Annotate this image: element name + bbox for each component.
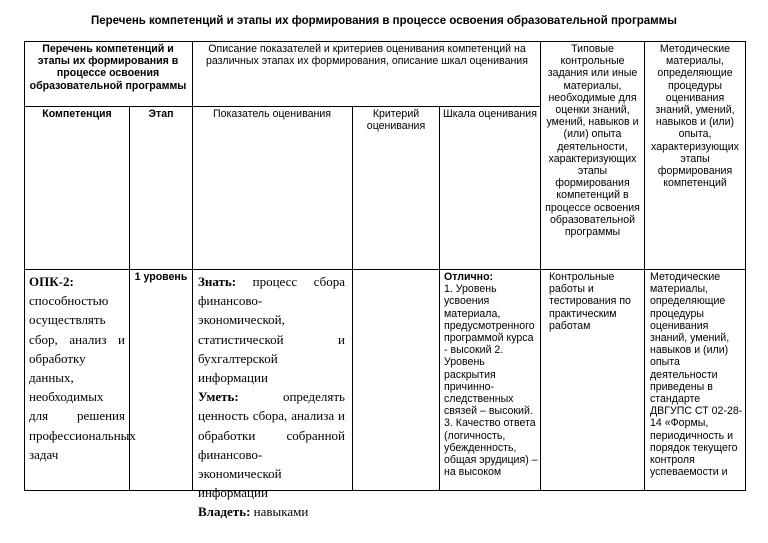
header-scale: Шкала оценивания [443,108,537,120]
know-text: процесс сбора финансово-экономической, статистической и бухгалтерской информации [198,274,345,386]
page-title: Перечень компетенций и этапы их формирования в процессе освоения образовательной программы [90,15,678,27]
own-text: навыками [253,504,309,520]
stage-cell: 1 уровень [134,271,188,283]
header-indicator: Показатель оценивания [213,108,331,120]
header-methodical-materials: Методические материалы, определяющие процедуры оценивания знаний, умений, навыков и (или) опыта, характеризующих этапы формирования компетенций [651,43,739,190]
competence-text: способностью осуществлять сбор, анализ и обработку данных, необходимых для решения профессиональных задач [29,293,136,462]
own-label: Владеть: [198,504,251,520]
scale-label: Отлично: [444,271,494,283]
header-typical-tasks: Типовые контрольные задания или иные материалы, необходимые для оценки знаний, умений, навыков и (или) опыта деятельности, характеризующих этапы формирования компетенций в процессе освоения образовательной программы [545,43,640,239]
methodical-materials-cell: Методические материалы, определяющие процедуры оценивания знаний, умений, навыков и (или) опыта деятельности приведены в стандарте ДВГУПС СТ 02-28-14 «Формы, периодичность и порядок текущего контроля успеваемости и [650,271,743,479]
indicator-cell [198,272,345,522]
header-stage: Этап [148,108,174,120]
can-text: определять ценность сбора, анализа и обработки собранной финансово-экономической информации [198,389,345,501]
scale-cell [444,271,538,478]
know-label: Знать: [198,274,237,289]
competence-code: ОПК-2: [29,274,74,289]
typical-tasks-cell: Контрольные работы и тестирования по практическим работам [549,271,631,332]
scale-text: 1. Уровень усвоения материала, предусмотренного программой курса - высокий 2. Уровень раскрытия причинно-следственных связей – высокий. 3. Качество ответа (логичность, убежденность, общая эрудиция) – на высоком [444,283,538,479]
header-competence: Компетенция [42,108,112,120]
header-group-indicators: Описание показателей и критериев оценивания компетенций на различных этапах их формирования, описание шкал оценивания [206,43,528,68]
can-label: Уметь: [198,389,239,405]
header-criterion: Критерий оценивания [366,108,426,133]
competence-cell [29,272,136,464]
header-group-competence: Перечень компетенций и этапы их формирования в процессе освоения образовательной программы [29,43,187,92]
